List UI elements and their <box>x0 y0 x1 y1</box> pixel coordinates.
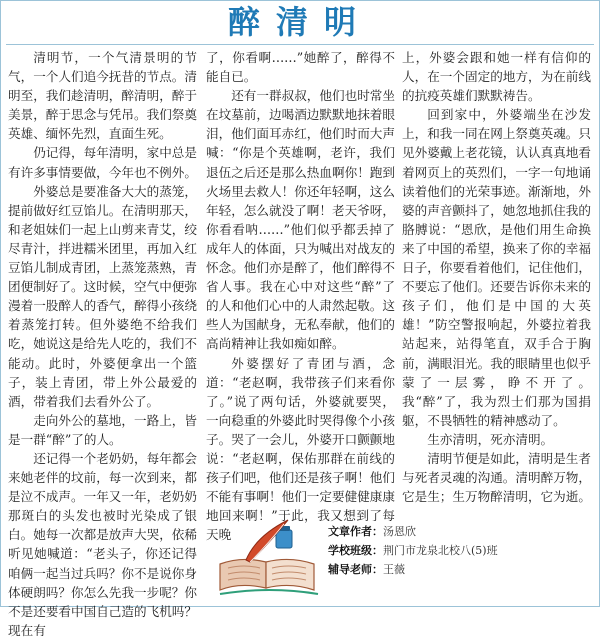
paragraph: 生亦清明，死亦清明。 <box>427 431 554 447</box>
credit-value: 王薇 <box>383 563 405 576</box>
paragraph: 清明节，一个气清景明的节气，一个人们追今抚昔的节点。清明至，我们趁清明，醉清明，醉于美景，醉于思念与凭吊。我们祭奠英雄、缅怀先烈，直面生死。 <box>8 50 197 142</box>
credit-value: 荆门市龙泉北校八(5)班 <box>383 544 498 557</box>
paragraph: 了，你看啊……”她醉了，醉得不能自已。 <box>206 50 395 85</box>
paragraph: 清明节便是如此，清明是生者与死者灵魂的沟通。清明醉万物，它是生；生万物醉清明，它为逝。 <box>402 450 591 505</box>
credit-value: 汤恩欣 <box>383 525 416 538</box>
paragraph: 仍记得，每年清明，家中总是有许多事情要做，今年也不例外。 <box>8 145 197 180</box>
paragraph: 回到家中，外婆端坐在沙发上，和我一同在网上祭奠英魂。只见外婆戴上老花镜，认认真真地看着网页上的英烈们，一字一句地诵读着他们的光荣事迹。渐渐地，外婆的声音颤抖了，她忽地抓住我的胳膊说：“恩欣，是他们用生命换来了中国的希望，换来了你的幸福日子，你要看着他们，记住他们，不要忘了他们。还要告诉你未来的孩子们，他们是中国的大英雄！”防空警报响起，外婆拉着我站起来，站得笔直，双手合于胸前，满眼泪光。我的眼睛里也似乎蒙了一层雾，睁不开了。我“醉”了，我为烈士们那为国捐躯，不畏牺牲的精神感动了。 <box>402 107 591 428</box>
title-divider <box>6 44 594 45</box>
credit-teacher <box>328 560 498 579</box>
article-column-2 <box>206 48 395 544</box>
credit-label: 辅导老师： <box>328 563 383 576</box>
article-column-3 <box>402 48 591 506</box>
credit-label: 文章作者： <box>328 525 383 538</box>
book-quill-icon <box>210 516 328 598</box>
paragraph: 还记得一个老奶奶，每年都会来她老伴的坟前，每一次到来，都是泣不成声。一年又一年，老奶奶那斑白的头发也被时光染成了银白。她每一次都是放声大哭，依稀听见她喊道：“老头子，你还记得咱俩一起当过兵吗？你不是说你身体硬朗吗？你怎么先我一步呢？你不是还要看中国自己造的飞机吗？现在有 <box>8 450 197 638</box>
author-credits <box>206 514 598 600</box>
paragraph: 外婆摆好了青团与酒，念道：“老赵啊，我带孩子们来看你了。”说了两句话，外婆就要哭，一向稳重的外婆此时哭得像个小孩子。哭了一会儿，外婆开口颤颤地说：“老赵啊，保佑那群在前线的孩子们吧，他们还是孩子啊！他们不能有事啊！他们一定要健健康康地回来啊！”于此，我又想到了每天晚 <box>206 355 395 543</box>
paragraph: 外婆总是要准备大大的蒸笼，提前做好红豆馅儿。在清明那天，和老姐妹们一起上山剪来青艾，绞尽青汁，拌进糯米团里，再加入红豆馅儿制成青团，上蒸笼蒸熟，青团便制好了。这时候，空气中便弥漫着一股醉人的香气，醉得小孩绕着蒸笼打转。但外婆绝不给我们吃，她说这是给先人吃的，我们不能动。此时，外婆便拿出一个篮子，装上青团，带上外公最爱的酒，带着我们去看外公了。 <box>8 183 197 409</box>
credit-label: 学校班级： <box>328 544 383 557</box>
paragraph: 走向外公的墓地，一路上，皆是一群“醉”了的人。 <box>8 412 197 447</box>
article-title: 醉清明 <box>227 3 372 41</box>
credit-class <box>328 541 498 560</box>
paragraph: 上，外婆会跟和她一样有信仰的人，在一个固定的地方，为在前线的抗疫英雄们默默祷告。 <box>402 50 591 104</box>
article-column-1 <box>8 48 197 640</box>
credit-author <box>328 522 498 541</box>
paragraph: 还有一群叔叔，他们也时常坐在坟墓前，边喝酒边默默地抹着眼泪，他们面耳赤红，他们时而大声喊：“你是个英雄啊，老许，我们退伍之后还是那么热血啊你！跑到火场里去救人！你还年轻啊，这么年轻，怎么就没了啊！老天爷呀，你看看呐……”他们似乎都丢掉了成年人的体面，只为喊出对战友的怀念。他们亦是醉了，他们醉得不省人事。我在心中对这些“醉”了的人和他们心中的人肃然起敬。这些人为国献身，无私奉献，他们的高尚精神让我如痴如醉。 <box>206 88 395 352</box>
